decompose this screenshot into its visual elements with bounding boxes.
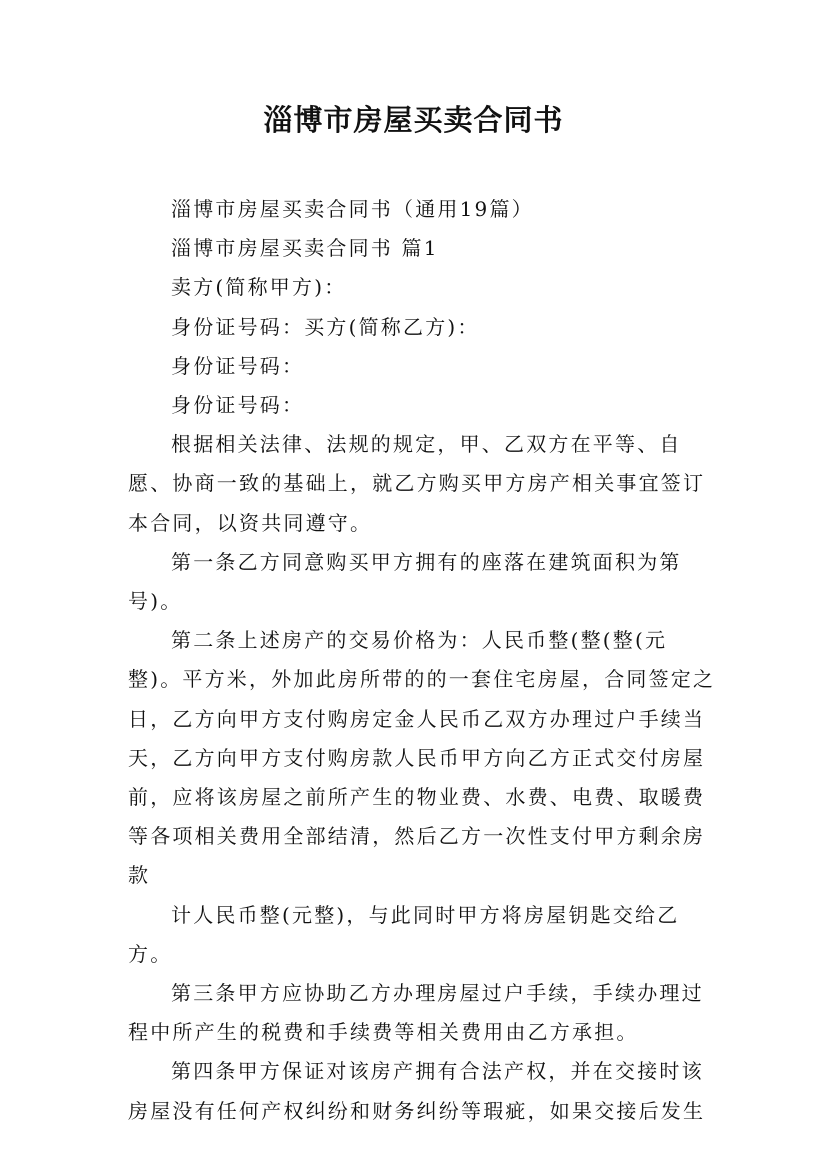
- document-title: 淄博市房屋买卖合同书: [263, 103, 564, 137]
- paragraph-id-number-2: 身份证号码：: [171, 393, 305, 418]
- paragraph-subtitle: 淄博市房屋买卖合同书（通用19篇）: [171, 197, 534, 221]
- paragraph-preamble: 根据相关法律、法规的规定，甲、乙双方在平等、自愿、协商一致的基础上，就乙方购买甲方房产相关事宜签订本合同，以资共同遵守。: [128, 432, 706, 535]
- document-body: [128, 190, 718, 1131]
- paragraph-article-2-continued: 计人民币整(元整)，与此同时甲方将房屋钥匙交给乙方。: [128, 902, 680, 966]
- paragraph-seller: 卖方(简称甲方)：: [171, 275, 347, 300]
- paragraph-article-4: 第四条甲方保证对该房产拥有合法产权，并在交接时该房屋没有任何产权纠纷和财务纠纷等瑕疵，如果交接后发生: [128, 1059, 706, 1123]
- paragraph-article-3: 第三条甲方应协助乙方办理房屋过户手续，手续办理过程中所产生的税费和手续费等相关费用由乙方承担。: [128, 981, 704, 1045]
- paragraph-seller-id-buyer: 身份证号码：买方(简称乙方)：: [171, 314, 480, 339]
- paragraph-section-heading: 淄博市房屋买卖合同书 篇1: [171, 236, 439, 261]
- paragraph-article-1: 第一条乙方同意购买甲方拥有的座落在建筑面积为第号)。: [128, 549, 682, 614]
- paragraph-id-number-1: 身份证号码：: [171, 353, 305, 378]
- paragraph-article-2: 第二条上述房产的交易价格为：人民币整(整(整(元整)。平方米，外加此房所带的的一套住宅房屋，合同签定之日，乙方向甲方支付购房定金人民币乙双方办理过户手续当天，乙方向甲方支付购房款人民币甲方向乙方正式交付房屋前，应将该房屋之前所产生的物业费、水费、电费、取暖费等各项相关费用全部结清，然后乙方一次性支付甲方剩余房款: [128, 628, 716, 888]
